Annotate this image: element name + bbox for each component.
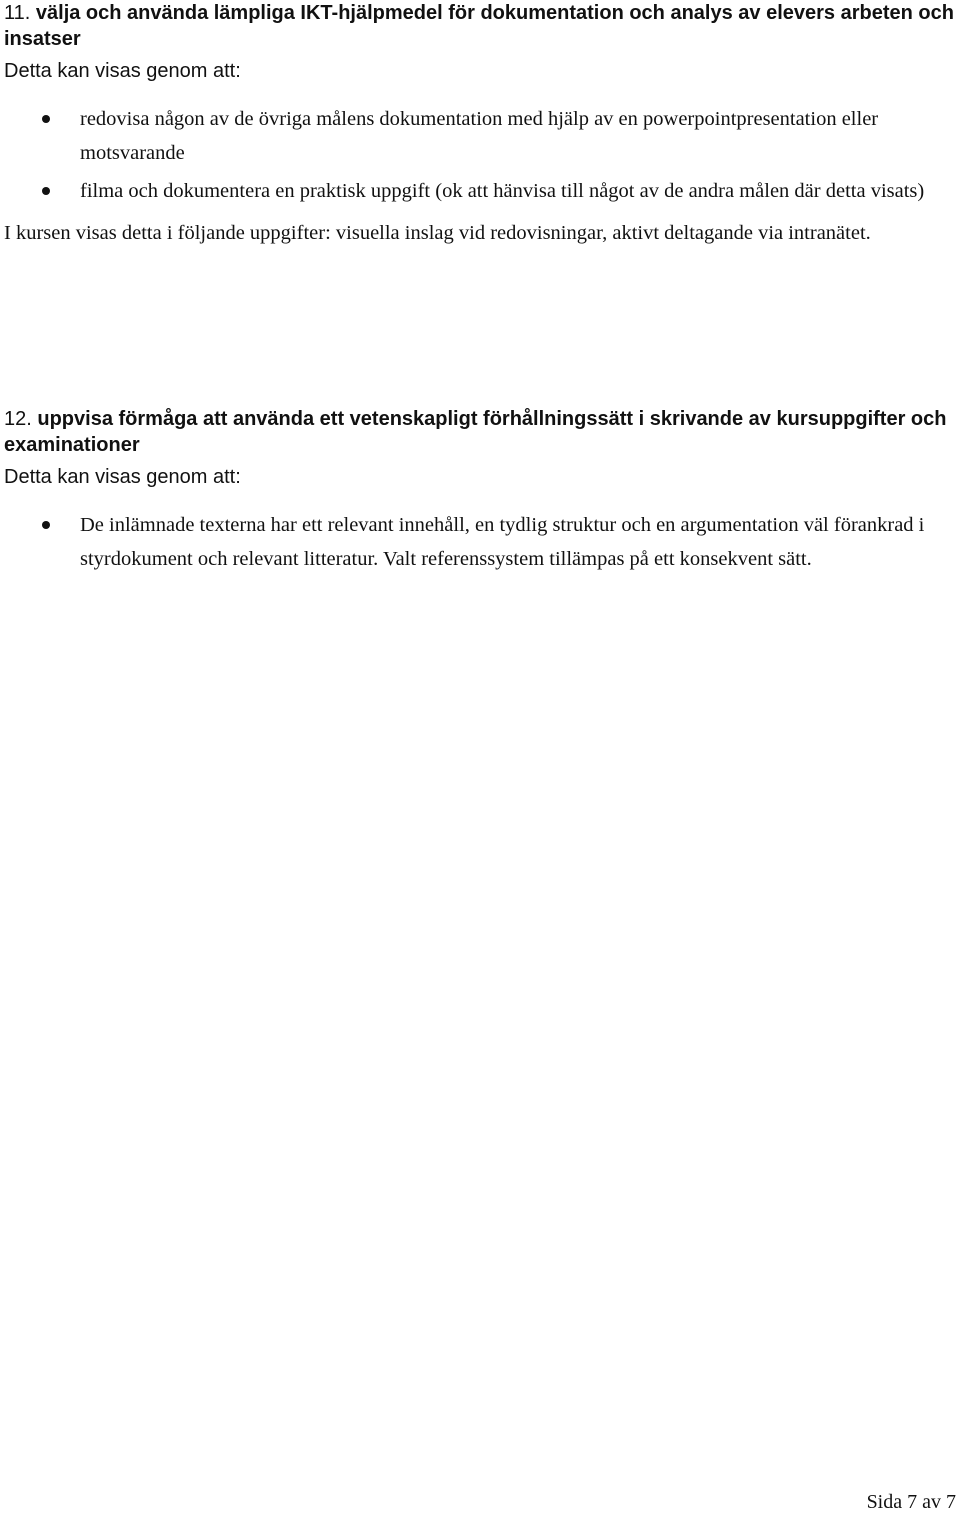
bullet-text: redovisa någon av de övriga målens dokumentation med hjälp av en powerpointpresentation eller motsvarande	[80, 108, 879, 164]
bullet-item	[4, 174, 950, 208]
section-12-title: uppvisa förmåga att använda ett vetenskapligt förhållningssätt i skrivande av kursuppgifter och examinationer	[4, 408, 947, 456]
page-number: Sida 7 av 7	[866, 1491, 956, 1513]
section-11-heading	[4, 0, 956, 52]
section-11-lead: Detta kan visas genom att:	[4, 60, 241, 82]
section-12-lead: Detta kan visas genom att:	[4, 466, 241, 488]
bullet-item	[4, 102, 950, 170]
section-12	[4, 406, 956, 576]
bullet-text: filma och dokumentera en praktisk uppgift (ok att hänvisa till något av de andra målen där detta visats)	[80, 180, 925, 202]
section-11-paragraph: I kursen visas detta i följande uppgifter: visuella inslag vid redovisningar, aktivt deltagande via intranätet.	[4, 222, 871, 244]
section-12-number: 12.	[4, 408, 32, 430]
section-12-bullet-list	[4, 508, 956, 576]
section-11-bullet-list	[4, 102, 956, 208]
section-11-number: 11.	[4, 2, 31, 24]
bullet-item	[4, 508, 950, 576]
bullet-text: De inlämnade texterna har ett relevant innehåll, en tydlig struktur och en argumentation väl förankrad i styrdokument och relevant litteratur. Valt referenssystem tillämpas på ett konsekvent sätt.	[80, 514, 925, 570]
bullet-icon	[42, 521, 50, 529]
bullet-icon	[42, 115, 50, 123]
bullet-icon	[42, 187, 50, 195]
section-12-heading	[4, 406, 956, 458]
section-11	[4, 0, 956, 250]
section-11-title: välja och använda lämpliga IKT-hjälpmedel för dokumentation och analys av elevers arbeten och insatser	[4, 2, 954, 50]
